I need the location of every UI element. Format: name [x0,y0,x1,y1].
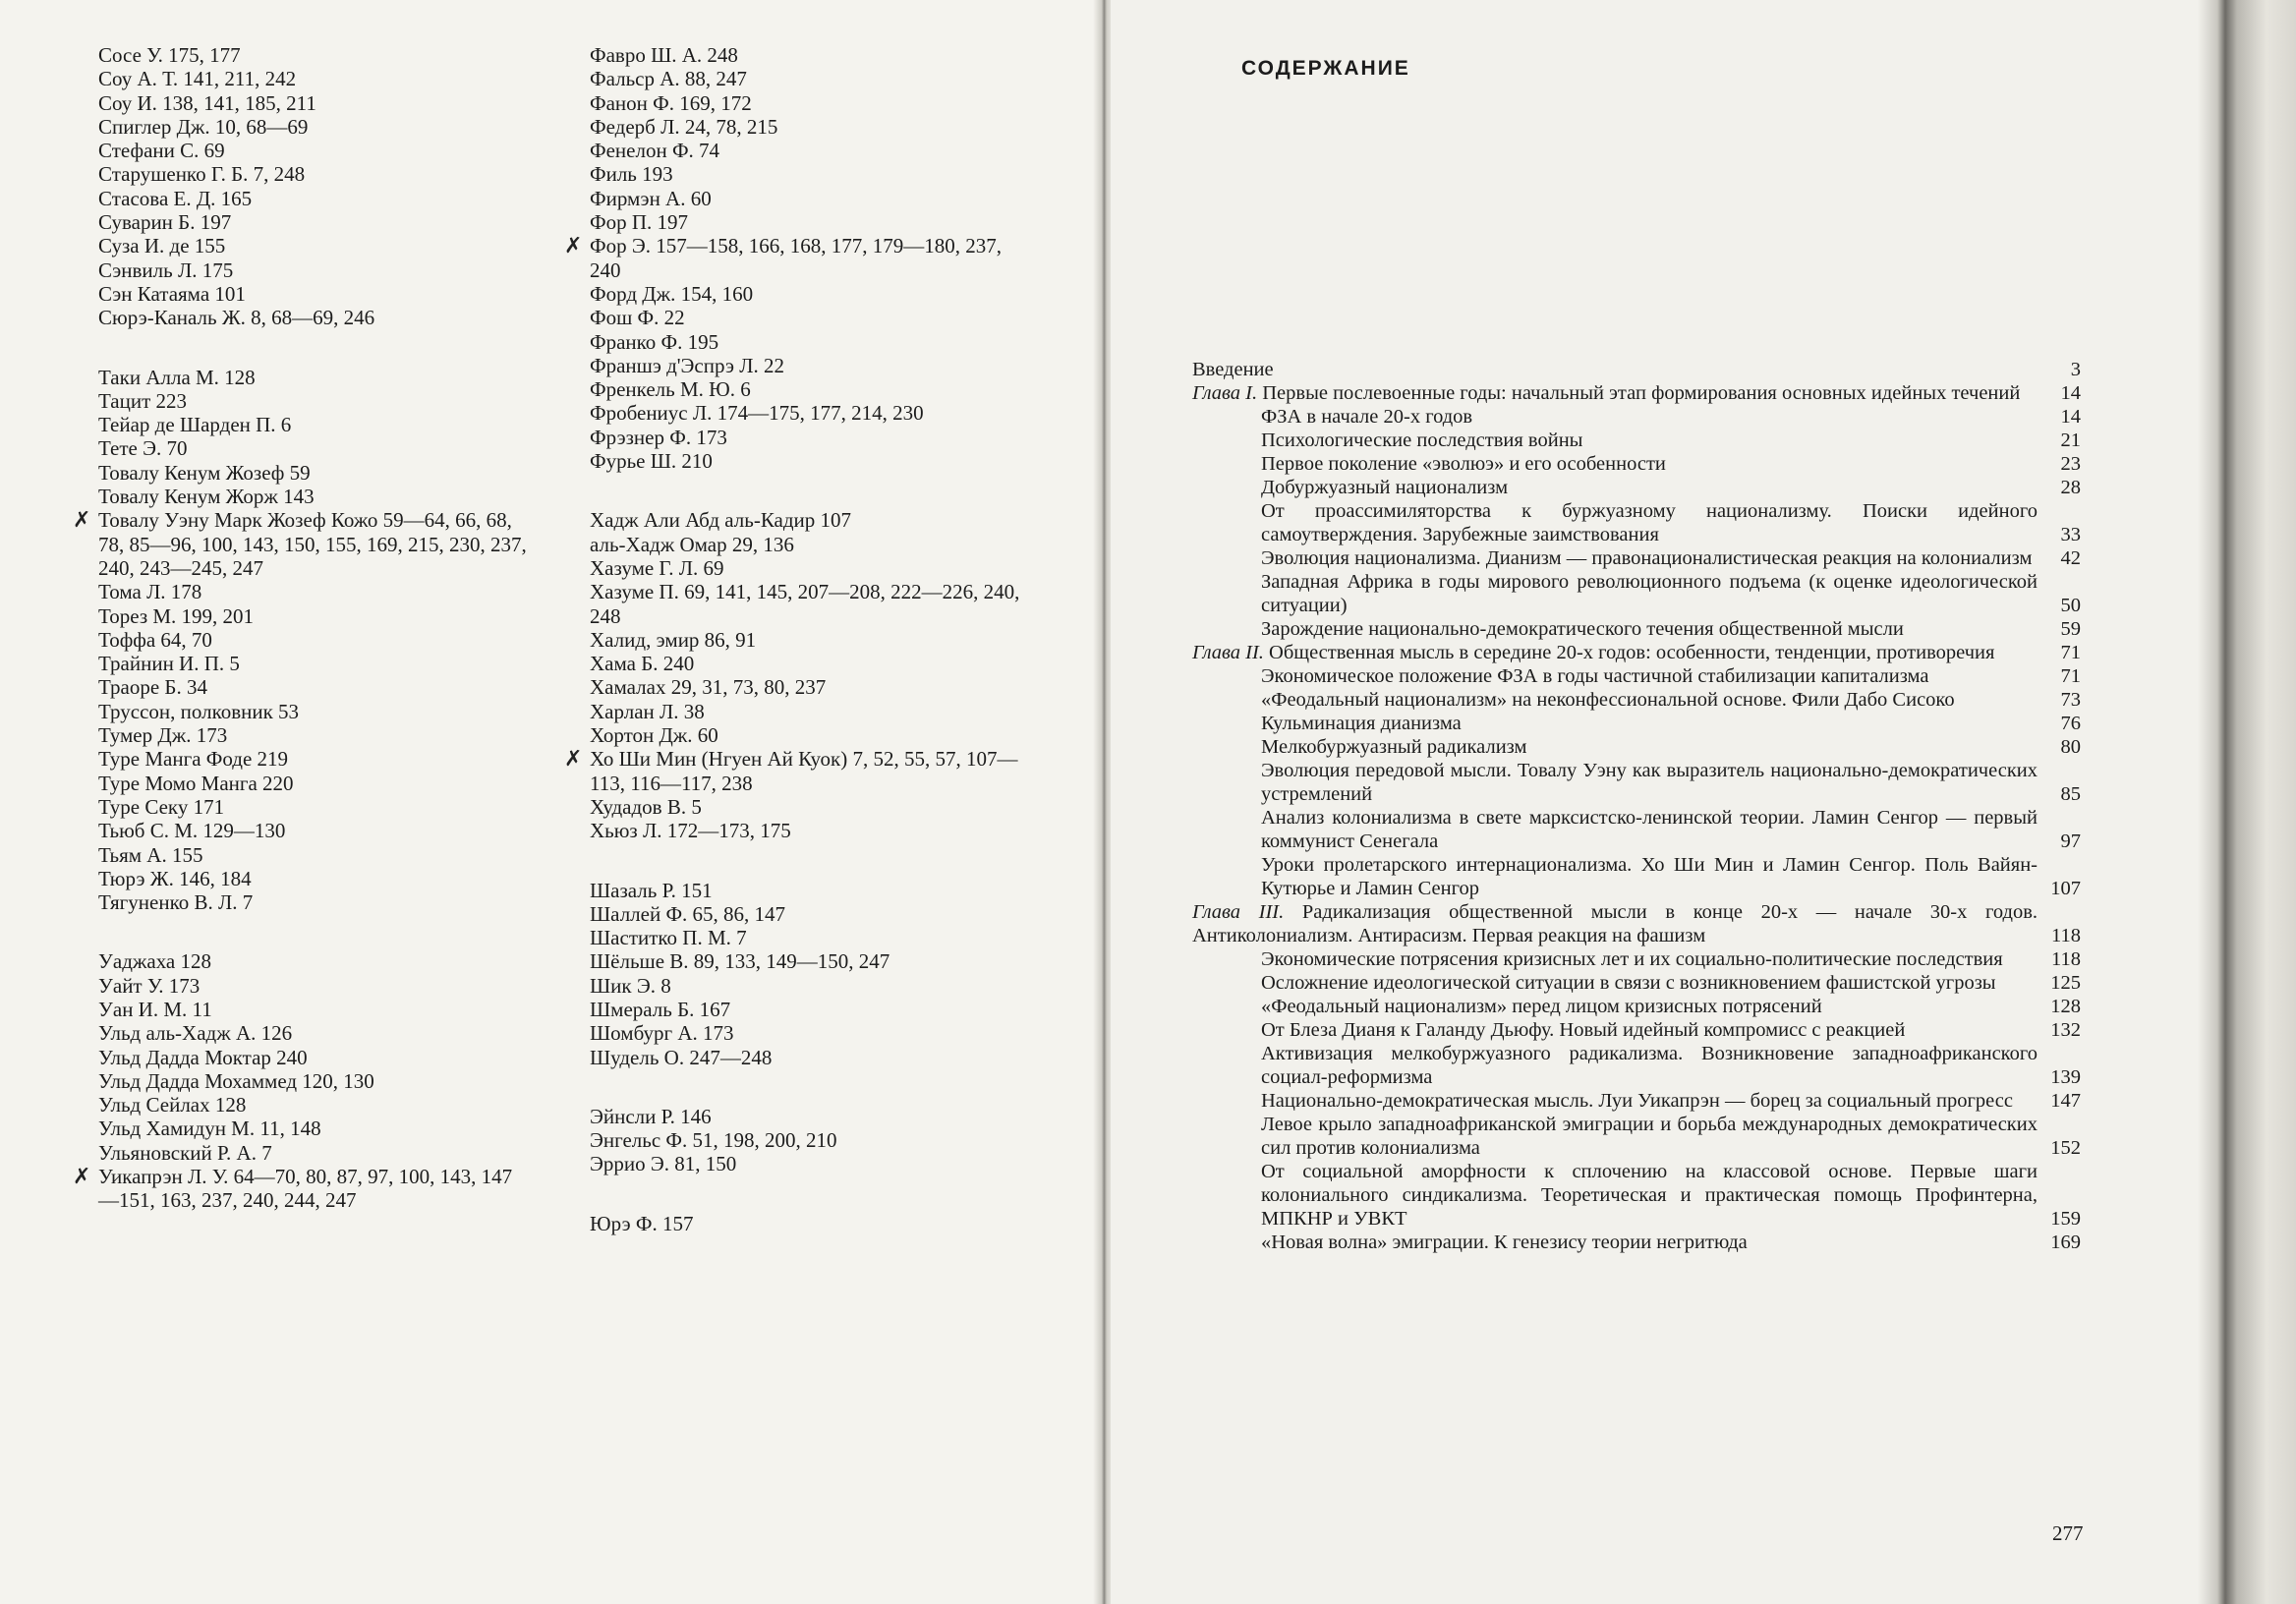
index-entry: Худадов В. 5 [590,794,702,819]
index-entry: аль-Хадж Омар 29, 136 [590,532,794,556]
toc-page-number: 14 [2060,406,2081,428]
toc-entry [1192,452,2081,476]
toc-entry-title [1192,759,2081,806]
toc-page-number: 21 [2060,430,2081,451]
index-entry: Хьюз Л. 172—173, 175 [590,819,791,843]
toc-page-number: 42 [2060,547,2081,569]
toc-page-number: 28 [2060,477,2081,498]
toc-entry-title [1192,570,2081,617]
toc-entry-title [1192,853,2081,900]
index-entry: Тьям А. 155 [98,842,203,867]
index-entry: Шмераль Б. 167 [590,997,731,1021]
index-entry: Хадж Али Абд аль-Кадир 107 [590,508,852,533]
toc-entry-text: Зарождение национально-демократического течения общественной мысли [1261,618,1904,640]
index-entry: Тете Э. 70 [98,436,188,461]
toc-entry-title [1192,1042,2081,1089]
index-entry: Фрэзнер Ф. 173 [590,425,727,449]
toc-entry-title [1192,617,2081,641]
toc-entry [1192,429,2081,452]
index-group-e [590,1105,1022,1176]
toc-page-number: 73 [2060,689,2081,711]
toc-page-number: 33 [2060,524,2081,545]
index-entry: Фавро Ш. А. 248 [590,43,738,67]
toc-entry-title [1192,995,2081,1018]
toc-entry-text: «Феодальный национализм» перед лицом кризисных потрясений [1261,996,1822,1017]
toc-entry [1192,735,2081,759]
toc-entry [1192,381,2081,405]
toc-entry-title [1192,358,2081,381]
chapter-label: Глава III. [1192,901,1302,923]
toc-entry-text: Мелкобуржуазный радикализм [1261,736,1527,758]
toc-entry-text: Левое крыло западноафриканской эмиграции и борьба международных демократических сил против колониализма [1261,1114,2038,1159]
index-entry: Сэн Катаяма 101 [98,281,246,306]
toc-page-number: 71 [2060,642,2081,663]
toc-entry-title [1192,1231,2081,1254]
toc-page-number: 71 [2060,665,2081,687]
toc-entry-title [1192,712,2081,735]
index-entry: Тьюб С. М. 129—130 [98,819,286,843]
toc-entry [1192,617,2081,641]
index-entry: Хазуме П. 69, 141, 145, 207—208, 222—226, 240, 248 [590,580,1020,628]
toc-entry-title [1192,1113,2081,1160]
handwritten-x-mark: ✗ [73,1164,91,1189]
index-entry: Харлан Л. 38 [590,699,705,723]
toc-entry-title [1192,429,2081,452]
index-group-u [73,949,531,1213]
index-entry: Тумер Дж. 173 [98,723,228,748]
toc-entry [1192,806,2081,853]
toc-entry-text: Добуржуазный национализм [1261,477,1509,498]
toc-entry-title [1192,947,2081,971]
index-group-kh [564,508,1022,843]
toc-page-number: 14 [2060,382,2081,404]
toc-title: СОДЕРЖАНИЕ [1241,57,1410,80]
toc-entry-text: Кульминация дианизма [1261,713,1462,734]
index-entry: Шик Э. 8 [590,973,671,998]
toc-entry-text: Первые послевоенные годы: начальный этап формирования основных идейных течений [1262,382,2021,404]
toc-entry [1192,1160,2081,1231]
chapter-label: Глава I. [1192,382,1263,404]
table-of-contents [1192,358,2081,1254]
index-entry: Уайт У. 173 [98,973,201,998]
index-entry: Тейар де Шарден П. 6 [98,413,292,437]
index-entry: Спиглер Дж. 10, 68—69 [98,114,309,139]
index-entry: Соу А. Т. 141, 211, 242 [98,67,297,91]
toc-entry-title [1192,664,2081,688]
toc-entry [1192,995,2081,1018]
toc-entry [1192,947,2081,971]
index-entry: Торез М. 199, 201 [98,603,255,628]
index-entry: Сэнвиль Л. 175 [98,258,234,282]
toc-entry-title [1192,452,2081,476]
toc-entry [1192,570,2081,617]
index-entry: Ульд Дадда Мохаммед 120, 130 [98,1068,374,1093]
toc-page-number: 128 [2050,996,2081,1017]
index-entry: Фош Ф. 22 [590,306,685,330]
index-entry: Шомбург А. 173 [590,1021,734,1046]
index-entry: Тома Л. 178 [98,580,202,604]
toc-entry [1192,499,2081,546]
handwritten-x-mark: ✗ [73,507,91,533]
toc-entry [1192,853,2081,900]
toc-page-number: 152 [2050,1137,2081,1159]
index-entry: Эррио Э. 81, 150 [590,1152,737,1176]
toc-page-number: 3 [2070,359,2081,380]
toc-page-number: 118 [2051,925,2081,946]
index-entry: Туре Момо Манга 220 [98,771,294,795]
index-entry: Старушенко Г. Б. 7, 248 [98,162,306,187]
toc-page-number: 59 [2060,618,2081,640]
index-group-s [98,43,531,330]
toc-entry-title [1192,806,2081,853]
toc-entry-title [1192,405,2081,429]
index-entry: Стасова Е. Д. 165 [98,186,253,210]
book-edge [2198,0,2296,1604]
toc-entry-title [1192,499,2081,546]
toc-entry-title [1192,1160,2081,1231]
toc-entry-text: ФЗА в начале 20-х годов [1261,406,1473,428]
toc-entry-text: Первое поколение «эволюэ» и его особенности [1261,453,1666,475]
toc-entry-text: Экономическое положение ФЗА в годы частичной стабилизации капитализма [1261,665,1929,687]
toc-entry [1192,1113,2081,1160]
index-column-1 [73,43,531,1248]
toc-entry-text: Введение [1192,359,1274,380]
index-entry: Ульд Дадда Моктар 240 [98,1045,308,1069]
index-entry: Фор П. 197 [590,210,689,235]
index-entry: Товалу Кенум Жорж 143 [98,485,315,509]
index-entry: Франко Ф. 195 [590,329,719,354]
toc-page-number: 76 [2060,713,2081,734]
index-entry: Труссон, полковник 53 [98,699,300,723]
toc-entry-title [1192,381,2081,405]
toc-entry [1192,1089,2081,1113]
index-entry: Федерб Л. 24, 78, 215 [590,114,778,139]
toc-entry-text: «Феодальный национализм» на неконфессиональной основе. Фили Дабо Сисоко [1261,689,1955,711]
toc-entry-title [1192,476,2081,499]
index-entry: Хама Б. 240 [590,652,695,676]
index-entry: Фирмэн А. 60 [590,186,712,210]
toc-entry-title [1192,900,2081,947]
index-column-2 [564,43,1022,1271]
toc-entry-text: От проассимиляторства к буржуазному национализму. Поиски идейного самоутверждения. Зарубежные заимствования [1261,500,2038,545]
toc-entry [1192,641,2081,664]
index-entry: Туре Манга Фоде 219 [98,747,289,772]
toc-page-number: 132 [2050,1019,2081,1041]
left-page [0,0,1101,1604]
index-entry: Халид, эмир 86, 91 [590,627,757,652]
index-entry: Ульд Сейлах 128 [98,1093,247,1117]
toc-page-number: 97 [2060,831,2081,852]
index-entry: Фенелон Ф. 74 [590,139,720,163]
index-entry: Энгельс Ф. 51, 198, 200, 210 [590,1128,837,1153]
toc-entry [1192,476,2081,499]
handwritten-x-mark: ✗ [564,233,583,258]
toc-entry-title [1192,641,2081,664]
index-entry: Тацит 223 [98,388,188,413]
index-entry: Шаститко П. М. 7 [590,926,747,950]
index-group-f [564,43,1022,474]
index-entry: Фанон Ф. 169, 172 [590,90,752,115]
index-group-yu [590,1212,1022,1235]
handwritten-x-mark: ✗ [564,746,583,772]
index-entry: Тоффа 64, 70 [98,627,212,652]
index-entry: Ульяновский Р. А. 7 [98,1140,272,1165]
toc-entry-title [1192,1018,2081,1042]
toc-page-number: 169 [2050,1232,2081,1253]
toc-entry-text: Национально-демократическая мысль. Луи Уикапрэн — борец за социальный прогресс [1261,1090,2013,1112]
index-entry: Фробениус Л. 174—175, 177, 214, 230 [590,401,924,426]
toc-page-number: 85 [2060,783,2081,805]
index-entry: Филь 193 [590,162,673,187]
index-entry: Хортон Дж. 60 [590,723,718,748]
toc-entry-text: От социальной аморфности к сплочению на классовой основе. Первые шаги колониального синдикализма. Теоретическая и практическая помощь Профинтерна, МПКНР и УВКТ [1261,1161,2038,1230]
toc-entry-title [1192,971,2081,995]
index-entry: Суварин Б. 197 [98,210,232,235]
toc-entry [1192,971,2081,995]
index-entry: Товалу Кенум Жозеф 59 [98,460,311,485]
index-entry-marked: ✗ Уикапрэн Л. У. 64—70, 80, 87, 97, 100, 143, 147—151, 163, 237, 240, 244, 247 [73,1164,513,1213]
index-entry: Ульд аль-Хадж А. 126 [98,1021,293,1046]
toc-entry-text: Анализ колониализма в свете марксистско-ленинской теории. Ламин Сенгор — первый коммунист Сенегала [1261,807,2038,852]
index-entry: Шудель О. 247—248 [590,1045,773,1069]
toc-entry-title [1192,546,2081,570]
index-entry: Суза И. де 155 [98,234,226,258]
toc-entry-text: Эволюция национализма. Дианизм — правонационалистическая реакция на колониализм [1261,547,2033,569]
toc-entry-title [1192,735,2081,759]
toc-entry [1192,712,2081,735]
toc-entry-text: Общественная мысль в середине 20-х годов: особенности, тенденции, противоречия [1269,642,1995,663]
toc-page-number: 23 [2060,453,2081,475]
index-group-t [73,365,531,915]
index-entry: Хазуме Г. Л. 69 [590,555,724,580]
index-entry-marked: ✗ Хо Ши Мин (Нгуен Ай Куок) 7, 52, 55, 57, 107—113, 116—117, 238 [564,746,1018,795]
index-entry: Фурье Ш. 210 [590,449,713,474]
toc-entry-text: Экономические потрясения кризисных лет и их социально-политические последствия [1261,948,2003,970]
index-entry: Стефани С. 69 [98,139,225,163]
index-entry: Фальср А. 88, 247 [590,67,747,91]
toc-page-number: 80 [2060,736,2081,758]
toc-entry [1192,900,2081,947]
index-entry: Ульд Хамидун М. 11, 148 [98,1117,321,1141]
toc-entry-text: Активизация мелкобуржуазного радикализма. Возникновение западноафриканского социал-реформизма [1261,1043,2038,1088]
toc-entry-text: «Новая волна» эмиграции. К генезису теории негритюда [1261,1232,1748,1253]
toc-entry-text: Западная Африка в годы мирового революционного подъема (к оценке идеологической ситуации) [1261,571,2038,616]
toc-entry-text: Эволюция передовой мысли. Товалу Уэну как выразитель национально-демократических устремлений [1261,760,2038,805]
index-entry: Тюрэ Ж. 146, 184 [98,866,252,890]
toc-entry-text: Уроки пролетарского интернационализма. Хо Ши Мин и Ламин Сенгор. Поль Вайян-Кутюрье и Ламин Сенгор [1261,854,2038,899]
toc-entry [1192,405,2081,429]
toc-entry-text: От Блеза Дианя к Галанду Дьюфу. Новый идейный компромисс с реакцией [1261,1019,1906,1041]
toc-page-number: 107 [2050,878,2081,899]
index-entry: Сюрэ-Каналь Ж. 8, 68—69, 246 [98,306,375,330]
index-entry: Юрэ Ф. 157 [590,1211,694,1235]
index-entry: Хамалах 29, 31, 73, 80, 237 [590,675,827,700]
toc-entry [1192,1018,2081,1042]
index-entry: Уаджаха 128 [98,949,211,974]
index-entry: Франшэ д'Эспрэ Л. 22 [590,353,785,377]
page-number: 277 [2052,1521,2084,1545]
toc-entry [1192,546,2081,570]
index-entry: Форд Дж. 154, 160 [590,281,754,306]
toc-page-number: 159 [2050,1208,2081,1230]
toc-entry [1192,1042,2081,1089]
toc-entry [1192,1231,2081,1254]
toc-entry-text: Психологические последствия войны [1261,430,1583,451]
toc-entry [1192,664,2081,688]
toc-page-number: 118 [2051,948,2081,970]
index-entry: Туре Секу 171 [98,794,225,819]
index-entry: Эйнсли Р. 146 [590,1104,712,1128]
index-entry: Таки Алла М. 128 [98,365,256,389]
index-entry: Уан И. М. 11 [98,997,212,1021]
toc-page-number: 125 [2050,972,2081,994]
toc-entry [1192,688,2081,712]
index-group-sh [590,879,1022,1069]
index-entry: Френкель М. Ю. 6 [590,377,751,402]
index-entry: Шаллей Ф. 65, 86, 147 [590,901,786,926]
toc-entry [1192,358,2081,381]
toc-page-number: 50 [2060,595,2081,616]
toc-entry-text: Радикализация общественной мысли в конце 20-х — начале 30-х годов. Антиколониализм. Антирасизм. Первая реакция на фашизм [1192,901,2038,946]
toc-entry [1192,759,2081,806]
index-entry-marked: ✗ Товалу Уэну Марк Жозеф Кожо 59—64, 66, 68, 78, 85—96, 100, 143, 150, 155, 169, 215, 230, 237, 240, 243—245, 247 [73,507,527,580]
toc-page-number: 147 [2050,1090,2081,1112]
toc-entry-title [1192,688,2081,712]
chapter-label: Глава II. [1192,642,1270,663]
index-entry: Трайнин И. П. 5 [98,652,240,676]
index-entry: Траоре Б. 34 [98,675,207,700]
index-entry: Тягуненко В. Л. 7 [98,890,254,915]
toc-entry-text: Осложнение идеологической ситуации в связи с возникновением фашистской угрозы [1261,972,1996,994]
index-entry-marked: ✗ Фор Э. 157—158, 166, 168, 177, 179—180, 237, 240 [564,233,1002,282]
index-entry: Шёльше В. 89, 133, 149—150, 247 [590,949,890,974]
toc-entry-title [1192,1089,2081,1113]
toc-page-number: 139 [2050,1066,2081,1088]
index-entry: Сосе У. 175, 177 [98,43,241,67]
index-entry: Соу И. 138, 141, 185, 211 [98,90,316,115]
index-entry: Шазаль Р. 151 [590,878,713,902]
